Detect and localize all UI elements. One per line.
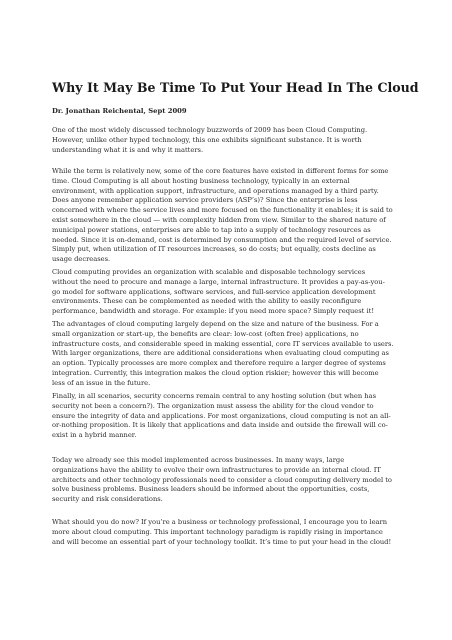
text-line: While the term is relatively new, some of the core features have existed in different forms for some xyxy=(52,167,389,175)
text-line: understanding what it is and why it matters. xyxy=(52,145,204,154)
text-line: without the need to procure and manage a large, internal infrastructure. It provides a pay-as-you- xyxy=(52,277,385,286)
text-line: concerned with where the service lives and more focused on the functionality it enables; it is said to xyxy=(52,206,393,215)
text-line: less of an issue in the future. xyxy=(52,378,151,387)
paragraph-advantages xyxy=(52,320,410,389)
document-title: Why It May Be Time To Put Your Head In The Cloud xyxy=(52,80,419,95)
paragraph-definition xyxy=(52,167,410,265)
text-line: However, unlike other hyped technology, this one exhibits significant substance. It is worth xyxy=(52,135,362,144)
text-line: The advantages of cloud computing largely depend on the size and nature of the business. For a xyxy=(52,320,379,328)
text-line: more about cloud computing. This important technology paradigm is rapidly rising in importance xyxy=(52,527,383,536)
text-line: environment, with application support, infrastructure, and operations managed by a third party. xyxy=(52,186,379,195)
paragraph-conclusion xyxy=(52,518,410,547)
text-line: Simply put, when utilization of IT resources increases, so do costs; but equally, costs decline as xyxy=(52,245,376,254)
text-line: security not been a concern?). The organization must assess the ability for the cloud vendor to xyxy=(52,401,374,410)
text-line: architects and other technology professionals need to consider a cloud computing delivery model to xyxy=(52,475,392,484)
text-line: usage decreases. xyxy=(52,255,111,264)
text-line: integration. Currently, this integration makes the cloud option riskier; however this will become xyxy=(52,368,379,377)
text-line: With larger organizations, there are additional considerations when evaluating cloud computing as xyxy=(52,349,389,358)
text-line: time. Cloud Computing is all about hosting business technology, typically in an external xyxy=(52,176,350,185)
text-line: Today we already see this model implemented across businesses. In many ways, large xyxy=(52,456,345,464)
text-line: What should you do now? If you’re a business or technology professional, I encourage you to learn xyxy=(52,518,388,526)
text-line: Cloud computing provides an organization with scalable and disposable technology services xyxy=(52,268,366,276)
text-line: municipal power stations, enterprises are able to tap into a supply of technology resources as xyxy=(52,225,371,234)
text-line: small organization or start-up, the benefits are clear: low-cost (often free) applications, no xyxy=(52,329,359,338)
text-line: and will become an essential part of your technology toolkit. It’s time to put your head in the cloud! xyxy=(52,537,392,546)
text-line: environments. These can be complemented as needed with the ability to easily reconfigure xyxy=(52,297,362,306)
paragraph-intro xyxy=(52,126,410,155)
text-line: infrastructure costs, and considerable speed in making essential, core IT services available to users. xyxy=(52,339,394,348)
text-line: performance, bandwidth and storage. For example: if you need more space? Simply request it! xyxy=(52,307,375,316)
text-line: go model for software applications, software services, and full-service application development xyxy=(52,287,376,296)
text-line: security and risk considerations. xyxy=(52,495,163,504)
text-line: exist in a hybrid manner. xyxy=(52,431,137,440)
text-line: exist somewhere in the cloud — with complexity hidden from view. Similar to the shared nature of xyxy=(52,215,386,224)
text-line: organizations have the ability to evolve their own infrastructures to provide an internal cloud. IT xyxy=(52,465,381,474)
text-line: ensure the integrity of data and applications. For most organizations, cloud computing is not an all- xyxy=(52,411,391,420)
text-line: Finally, in all scenarios, security concerns remain central to any hosting solution (but when has xyxy=(52,392,377,400)
paragraph-implementation xyxy=(52,456,410,505)
paragraph-scalability xyxy=(52,268,410,317)
author-byline: Dr. Jonathan Reichental, Sept 2009 xyxy=(52,107,187,115)
text-line: Does anyone remember application service providers (ASP’s)? Since the enterprise is less xyxy=(52,196,358,205)
text-line: solve business problems. Business leaders should be informed about the opportunities, costs, xyxy=(52,485,370,494)
text-line: One of the most widely discussed technology buzzwords of 2009 has been Cloud Computing. xyxy=(52,126,368,134)
text-line: or-nothing proposition. It is likely that applications and data inside and outside the firewall will co- xyxy=(52,421,388,430)
text-line: an option. Typically processes are more complex and therefore require a larger degree of systems xyxy=(52,359,386,368)
paragraph-security xyxy=(52,392,410,441)
text-line: needed. Since it is on-demand, cost is determined by consumption and the required level of service. xyxy=(52,235,392,244)
